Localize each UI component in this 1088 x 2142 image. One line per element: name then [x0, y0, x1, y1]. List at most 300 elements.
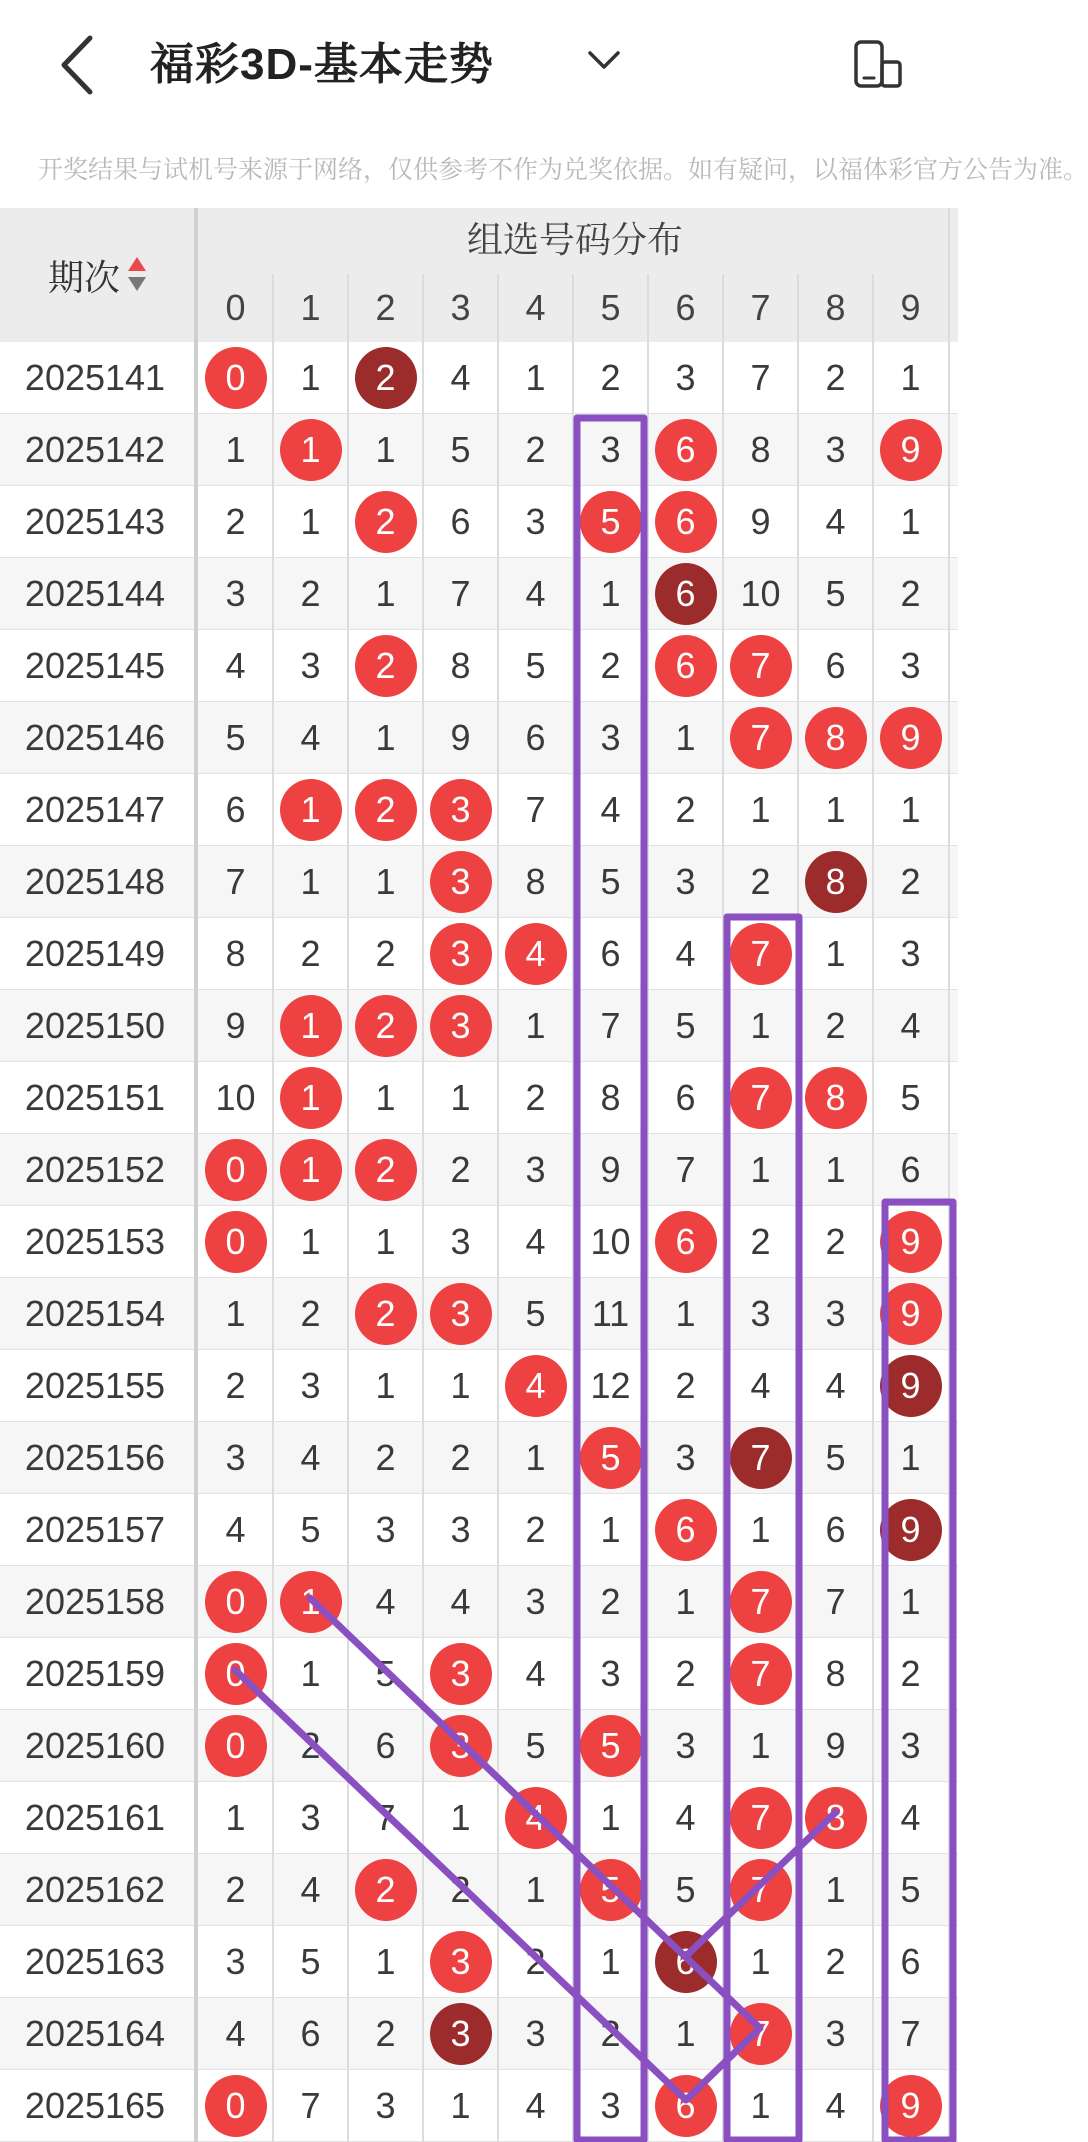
- drawn-number-ball: 3: [430, 1931, 492, 1993]
- drawn-number-ball: 3: [430, 923, 492, 985]
- digit-header-4: 4: [525, 287, 546, 328]
- drawn-number-ball: 9: [880, 1211, 942, 1273]
- period-number: 2025156: [24, 1437, 166, 1478]
- drawn-number-ball: 5: [580, 1715, 642, 1777]
- omission-count-cell: 3: [600, 2085, 621, 2126]
- omission-count-cell: 6: [825, 645, 846, 686]
- drawn-number-ball: 0: [205, 1643, 267, 1705]
- drawn-number-ball: 2: [355, 1283, 417, 1345]
- omission-count-cell: 2: [225, 1365, 246, 1406]
- omission-count-cell: 3: [225, 1437, 246, 1478]
- omission-count-cell: 2: [600, 2013, 621, 2054]
- omission-count-cell: 4: [525, 573, 546, 614]
- period-header-label: 期次: [47, 256, 120, 298]
- omission-count-cell: 3: [525, 1581, 546, 1622]
- omission-count-cell: 4: [450, 1581, 471, 1622]
- omission-count-cell: 1: [450, 1365, 471, 1406]
- omission-count-cell: 1: [525, 1005, 546, 1046]
- omission-count-cell: 2: [825, 357, 846, 398]
- omission-count-cell: 2: [450, 1869, 471, 1910]
- drawn-number-ball: 8: [805, 1787, 867, 1849]
- omission-count-cell: 1: [750, 1941, 771, 1982]
- period-number: 2025165: [24, 2085, 166, 2126]
- omission-count-cell: 2: [300, 933, 321, 974]
- omission-count-cell: 5: [825, 1437, 846, 1478]
- omission-count-cell: 3: [750, 1293, 771, 1334]
- omission-count-cell: 3: [225, 573, 246, 614]
- omission-count-cell: 3: [300, 645, 321, 686]
- omission-count-cell: 3: [225, 1941, 246, 1982]
- omission-count-cell: 5: [900, 1077, 921, 1118]
- omission-count-cell: 1: [825, 933, 846, 974]
- omission-count-cell: 7: [225, 861, 246, 902]
- drawn-number-ball: 0: [205, 1571, 267, 1633]
- omission-count-cell: 1: [675, 717, 696, 758]
- omission-count-cell: 8: [825, 1653, 846, 1694]
- omission-count-cell: 4: [300, 1869, 321, 1910]
- drawn-number-ball: 9: [880, 1499, 942, 1561]
- omission-count-cell: 6: [300, 2013, 321, 2054]
- omission-count-cell: 2: [300, 1293, 321, 1334]
- omission-count-cell: 2: [525, 1077, 546, 1118]
- omission-count-cell: 2: [900, 861, 921, 902]
- omission-count-cell: 2: [375, 1437, 396, 1478]
- digit-header-8: 8: [825, 287, 846, 328]
- omission-count-cell: 7: [450, 573, 471, 614]
- omission-count-cell: 1: [750, 1509, 771, 1550]
- omission-count-cell: 12: [590, 1365, 631, 1406]
- omission-count-cell: 1: [525, 1869, 546, 1910]
- period-number: 2025141: [24, 357, 166, 398]
- omission-count-cell: 1: [375, 861, 396, 902]
- omission-count-cell: 7: [750, 357, 771, 398]
- drawn-number-ball: 2: [355, 1139, 417, 1201]
- drawn-number-ball: 3: [430, 995, 492, 1057]
- column-divider: [872, 274, 874, 2142]
- omission-count-cell: 1: [750, 2085, 771, 2126]
- omission-count-cell: 5: [675, 1869, 696, 1910]
- omission-count-cell: 3: [900, 933, 921, 974]
- drawn-number-ball: 2: [355, 635, 417, 697]
- period-number: 2025154: [24, 1293, 166, 1334]
- period-number: 2025158: [24, 1581, 166, 1622]
- omission-count-cell: 6: [900, 1149, 921, 1190]
- omission-count-cell: 9: [750, 501, 771, 542]
- omission-count-cell: 3: [825, 1293, 846, 1334]
- omission-count-cell: 6: [450, 501, 471, 542]
- omission-count-cell: 2: [900, 1653, 921, 1694]
- drawn-number-ball: 7: [730, 923, 792, 985]
- omission-count-cell: 4: [825, 2085, 846, 2126]
- omission-count-cell: 3: [675, 861, 696, 902]
- omission-count-cell: 7: [675, 1149, 696, 1190]
- period-number: 2025149: [24, 933, 166, 974]
- omission-count-cell: 3: [450, 1221, 471, 1262]
- drawn-number-ball: 7: [730, 1427, 792, 1489]
- omission-count-cell: 5: [375, 1653, 396, 1694]
- column-divider: [422, 274, 424, 2142]
- omission-count-cell: 3: [300, 1797, 321, 1838]
- drawn-number-ball: 8: [805, 851, 867, 913]
- omission-count-cell: 2: [525, 1509, 546, 1550]
- omission-count-cell: 1: [300, 501, 321, 542]
- omission-count-cell: 1: [825, 1869, 846, 1910]
- group-distribution-header: 组选号码分布: [466, 219, 683, 260]
- omission-count-cell: 2: [750, 861, 771, 902]
- omission-count-cell: 5: [825, 573, 846, 614]
- omission-count-cell: 3: [600, 429, 621, 470]
- omission-count-cell: 1: [600, 1797, 621, 1838]
- omission-count-cell: 1: [375, 1221, 396, 1262]
- drawn-number-ball: 6: [655, 491, 717, 553]
- drawn-number-ball: 7: [730, 1571, 792, 1633]
- omission-count-cell: 3: [825, 429, 846, 470]
- omission-count-cell: 2: [750, 1221, 771, 1262]
- drawn-number-ball: 1: [280, 419, 342, 481]
- page-title: 福彩3D-基本走势: [150, 40, 494, 89]
- period-number: 2025150: [24, 1005, 166, 1046]
- drawn-number-ball: 3: [430, 779, 492, 841]
- omission-count-cell: 2: [375, 2013, 396, 2054]
- omission-count-cell: 7: [600, 1005, 621, 1046]
- omission-count-cell: 5: [600, 861, 621, 902]
- drawn-number-ball: 0: [205, 1139, 267, 1201]
- digit-header-7: 7: [750, 287, 771, 328]
- omission-count-cell: 2: [525, 429, 546, 470]
- omission-count-cell: 4: [675, 933, 696, 974]
- omission-count-cell: 4: [525, 1221, 546, 1262]
- omission-count-cell: 5: [300, 1509, 321, 1550]
- omission-count-cell: 3: [675, 357, 696, 398]
- drawn-number-ball: 7: [730, 2003, 792, 2065]
- drawn-number-ball: 7: [730, 1067, 792, 1129]
- drawn-number-ball: 3: [430, 1283, 492, 1345]
- drawn-number-ball: 3: [430, 2003, 492, 2065]
- drawn-number-ball: 5: [580, 491, 642, 553]
- drawn-number-ball: 4: [505, 923, 567, 985]
- omission-count-cell: 1: [600, 573, 621, 614]
- omission-count-cell: 1: [375, 1941, 396, 1982]
- omission-count-cell: 1: [375, 573, 396, 614]
- omission-count-cell: 3: [300, 1365, 321, 1406]
- period-number: 2025157: [24, 1509, 166, 1550]
- drawn-number-ball: 1: [280, 1067, 342, 1129]
- omission-count-cell: 1: [450, 2085, 471, 2126]
- drawn-number-ball: 7: [730, 635, 792, 697]
- omission-count-cell: 6: [375, 1725, 396, 1766]
- omission-count-cell: 3: [600, 1653, 621, 1694]
- omission-count-cell: 1: [750, 1149, 771, 1190]
- omission-count-cell: 7: [900, 2013, 921, 2054]
- omission-count-cell: 10: [740, 573, 781, 614]
- drawn-number-ball: 7: [730, 707, 792, 769]
- period-number: 2025160: [24, 1725, 166, 1766]
- omission-count-cell: 7: [375, 1797, 396, 1838]
- omission-count-cell: 4: [900, 1797, 921, 1838]
- digit-header-2: 2: [375, 287, 396, 328]
- omission-count-cell: 2: [825, 1941, 846, 1982]
- drawn-number-ball: 3: [430, 851, 492, 913]
- drawn-number-ball: 7: [730, 1859, 792, 1921]
- drawn-number-ball: 2: [355, 491, 417, 553]
- period-number: 2025145: [24, 645, 166, 686]
- drawn-number-ball: 6: [655, 2075, 717, 2137]
- omission-count-cell: 6: [225, 789, 246, 830]
- column-divider: [647, 274, 649, 2142]
- omission-count-cell: 5: [450, 429, 471, 470]
- period-number: 2025161: [24, 1797, 166, 1838]
- drawn-number-ball: 6: [655, 1931, 717, 1993]
- omission-count-cell: 3: [450, 1509, 471, 1550]
- drawn-number-ball: 3: [430, 1715, 492, 1777]
- period-number: 2025146: [24, 717, 166, 758]
- period-number: 2025147: [24, 789, 166, 830]
- period-number: 2025153: [24, 1221, 166, 1262]
- drawn-number-ball: 4: [505, 1355, 567, 1417]
- drawn-number-ball: 0: [205, 1211, 267, 1273]
- omission-count-cell: 1: [675, 1581, 696, 1622]
- omission-count-cell: 2: [600, 357, 621, 398]
- omission-count-cell: 8: [225, 933, 246, 974]
- omission-count-cell: 3: [675, 1437, 696, 1478]
- omission-count-cell: 8: [450, 645, 471, 686]
- drawn-number-ball: 5: [580, 1427, 642, 1489]
- omission-count-cell: 2: [675, 1365, 696, 1406]
- digit-header-5: 5: [600, 287, 621, 328]
- period-number: 2025162: [24, 1869, 166, 1910]
- omission-count-cell: 5: [900, 1869, 921, 1910]
- drawn-number-ball: 8: [805, 707, 867, 769]
- omission-count-cell: 1: [825, 1149, 846, 1190]
- drawn-number-ball: 2: [355, 347, 417, 409]
- drawn-number-ball: 9: [880, 707, 942, 769]
- omission-count-cell: 6: [525, 717, 546, 758]
- period-number: 2025164: [24, 2013, 166, 2054]
- period-column-divider: [194, 208, 198, 2142]
- omission-count-cell: 9: [825, 1725, 846, 1766]
- omission-count-cell: 1: [225, 429, 246, 470]
- omission-count-cell: 1: [375, 429, 396, 470]
- omission-count-cell: 1: [225, 1797, 246, 1838]
- omission-count-cell: 8: [600, 1077, 621, 1118]
- drawn-number-ball: 2: [355, 779, 417, 841]
- omission-count-cell: 4: [225, 645, 246, 686]
- omission-count-cell: 4: [300, 717, 321, 758]
- column-divider: [347, 274, 349, 2142]
- omission-count-cell: 3: [600, 717, 621, 758]
- omission-count-cell: 4: [225, 2013, 246, 2054]
- drawn-number-ball: 4: [505, 1787, 567, 1849]
- omission-count-cell: 2: [675, 1653, 696, 1694]
- omission-count-cell: 3: [375, 2085, 396, 2126]
- omission-count-cell: 2: [300, 1725, 321, 1766]
- drawn-number-ball: 9: [880, 2075, 942, 2137]
- column-divider: [497, 274, 499, 2142]
- sort-toggle-icon[interactable]: [126, 255, 148, 295]
- omission-count-cell: 4: [600, 789, 621, 830]
- period-column-header[interactable]: [0, 208, 196, 342]
- omission-count-cell: 5: [525, 1725, 546, 1766]
- omission-count-cell: 1: [225, 1293, 246, 1334]
- omission-count-cell: 1: [450, 1077, 471, 1118]
- omission-count-cell: 2: [600, 645, 621, 686]
- omission-count-cell: 2: [525, 1941, 546, 1982]
- omission-count-cell: 7: [525, 789, 546, 830]
- omission-count-cell: 1: [525, 357, 546, 398]
- omission-count-cell: 2: [300, 573, 321, 614]
- omission-count-cell: 4: [525, 1653, 546, 1694]
- omission-count-cell: 4: [450, 357, 471, 398]
- period-number: 2025144: [24, 573, 166, 614]
- omission-count-cell: 1: [675, 1293, 696, 1334]
- omission-count-cell: 4: [675, 1797, 696, 1838]
- omission-count-cell: 3: [375, 1509, 396, 1550]
- omission-count-cell: 3: [675, 1725, 696, 1766]
- omission-count-cell: 3: [825, 2013, 846, 2054]
- omission-count-cell: 1: [750, 1725, 771, 1766]
- omission-count-cell: 5: [300, 1941, 321, 1982]
- omission-count-cell: 2: [450, 1437, 471, 1478]
- omission-count-cell: 4: [300, 1437, 321, 1478]
- drawn-number-ball: 2: [355, 995, 417, 1057]
- column-divider: [722, 274, 724, 2142]
- omission-count-cell: 2: [375, 933, 396, 974]
- omission-count-cell: 1: [300, 1221, 321, 1262]
- omission-count-cell: 1: [900, 1437, 921, 1478]
- omission-count-cell: 1: [900, 1581, 921, 1622]
- omission-count-cell: 7: [300, 2085, 321, 2126]
- omission-count-cell: 2: [825, 1221, 846, 1262]
- omission-count-cell: 2: [900, 573, 921, 614]
- drawn-number-ball: 9: [880, 1355, 942, 1417]
- drawn-number-ball: 6: [655, 563, 717, 625]
- omission-count-cell: 5: [225, 717, 246, 758]
- omission-count-cell: 1: [375, 717, 396, 758]
- omission-count-cell: 2: [600, 1581, 621, 1622]
- drawn-number-ball: 3: [430, 1643, 492, 1705]
- rotate-screen-icon[interactable]: [850, 38, 906, 94]
- drawn-number-ball: 9: [880, 419, 942, 481]
- omission-count-cell: 6: [600, 933, 621, 974]
- period-number: 2025152: [24, 1149, 166, 1190]
- omission-count-cell: 1: [825, 789, 846, 830]
- omission-count-cell: 9: [225, 1005, 246, 1046]
- table-right-edge: [948, 208, 950, 2142]
- drawn-number-ball: 6: [655, 1499, 717, 1561]
- omission-count-cell: 1: [375, 1365, 396, 1406]
- omission-count-cell: 1: [900, 501, 921, 542]
- omission-count-cell: 2: [225, 501, 246, 542]
- omission-count-cell: 2: [675, 789, 696, 830]
- omission-count-cell: 4: [375, 1581, 396, 1622]
- omission-count-cell: 1: [675, 2013, 696, 2054]
- omission-count-cell: 10: [215, 1077, 256, 1118]
- omission-count-cell: 4: [825, 501, 846, 542]
- omission-count-cell: 3: [525, 1149, 546, 1190]
- omission-count-cell: 4: [900, 1005, 921, 1046]
- drawn-number-ball: 0: [205, 347, 267, 409]
- drawn-number-ball: 8: [805, 1067, 867, 1129]
- back-arrow-icon[interactable]: [52, 30, 108, 100]
- drawn-number-ball: 0: [205, 2075, 267, 2137]
- drawn-number-ball: 7: [730, 1787, 792, 1849]
- omission-count-cell: 8: [525, 861, 546, 902]
- omission-count-cell: 1: [525, 1437, 546, 1478]
- drawn-number-ball: 1: [280, 779, 342, 841]
- omission-count-cell: 1: [750, 1005, 771, 1046]
- drawn-number-ball: 6: [655, 1211, 717, 1273]
- drawn-number-ball: 2: [355, 1859, 417, 1921]
- drawn-number-ball: 1: [280, 995, 342, 1057]
- digit-header-6: 6: [675, 287, 696, 328]
- period-number: 2025155: [24, 1365, 166, 1406]
- omission-count-cell: 6: [825, 1509, 846, 1550]
- omission-count-cell: 4: [750, 1365, 771, 1406]
- omission-count-cell: 1: [600, 1509, 621, 1550]
- omission-count-cell: 10: [590, 1221, 631, 1262]
- column-divider: [797, 274, 799, 2142]
- omission-count-cell: 9: [450, 717, 471, 758]
- omission-count-cell: 1: [450, 1797, 471, 1838]
- omission-count-cell: 1: [900, 789, 921, 830]
- omission-count-cell: 4: [825, 1365, 846, 1406]
- omission-count-cell: 5: [675, 1005, 696, 1046]
- period-number: 2025159: [24, 1653, 166, 1694]
- omission-count-cell: 11: [591, 1293, 630, 1334]
- drawn-number-ball: 1: [280, 1571, 342, 1633]
- omission-count-cell: 1: [900, 357, 921, 398]
- digit-header-3: 3: [450, 287, 471, 328]
- omission-count-cell: 7: [825, 1581, 846, 1622]
- omission-count-cell: 1: [300, 861, 321, 902]
- drawn-number-ball: 6: [655, 635, 717, 697]
- omission-count-cell: 8: [750, 429, 771, 470]
- digit-header-9: 9: [900, 287, 921, 328]
- omission-count-cell: 6: [900, 1941, 921, 1982]
- digit-header-0: 0: [225, 287, 246, 328]
- drawn-number-ball: 9: [880, 1283, 942, 1345]
- omission-count-cell: 1: [300, 357, 321, 398]
- period-number: 2025143: [24, 501, 166, 542]
- period-number: 2025148: [24, 861, 166, 902]
- omission-count-cell: 1: [750, 789, 771, 830]
- column-divider: [272, 274, 274, 2142]
- drawn-number-ball: 1: [280, 1139, 342, 1201]
- drawn-number-ball: 7: [730, 1643, 792, 1705]
- period-number: 2025163: [24, 1941, 166, 1982]
- omission-count-cell: 1: [600, 1941, 621, 1982]
- digit-header-1: 1: [300, 287, 321, 328]
- drawn-number-ball: 6: [655, 419, 717, 481]
- period-number: 2025151: [24, 1077, 166, 1118]
- drawn-number-ball: 0: [205, 1715, 267, 1777]
- column-divider: [572, 274, 574, 2142]
- drawn-number-ball: 5: [580, 1859, 642, 1921]
- omission-count-cell: 6: [675, 1077, 696, 1118]
- omission-count-cell: 3: [525, 2013, 546, 2054]
- omission-count-cell: 2: [225, 1869, 246, 1910]
- omission-count-cell: 4: [225, 1509, 246, 1550]
- period-number: 2025142: [24, 429, 166, 470]
- chevron-down-icon[interactable]: [584, 40, 624, 80]
- omission-count-cell: 3: [900, 645, 921, 686]
- omission-count-cell: 3: [525, 501, 546, 542]
- omission-count-cell: 5: [525, 1293, 546, 1334]
- omission-count-cell: 1: [300, 1653, 321, 1694]
- omission-count-cell: 4: [525, 2085, 546, 2126]
- omission-count-cell: 9: [600, 1149, 621, 1190]
- omission-count-cell: 1: [375, 1077, 396, 1118]
